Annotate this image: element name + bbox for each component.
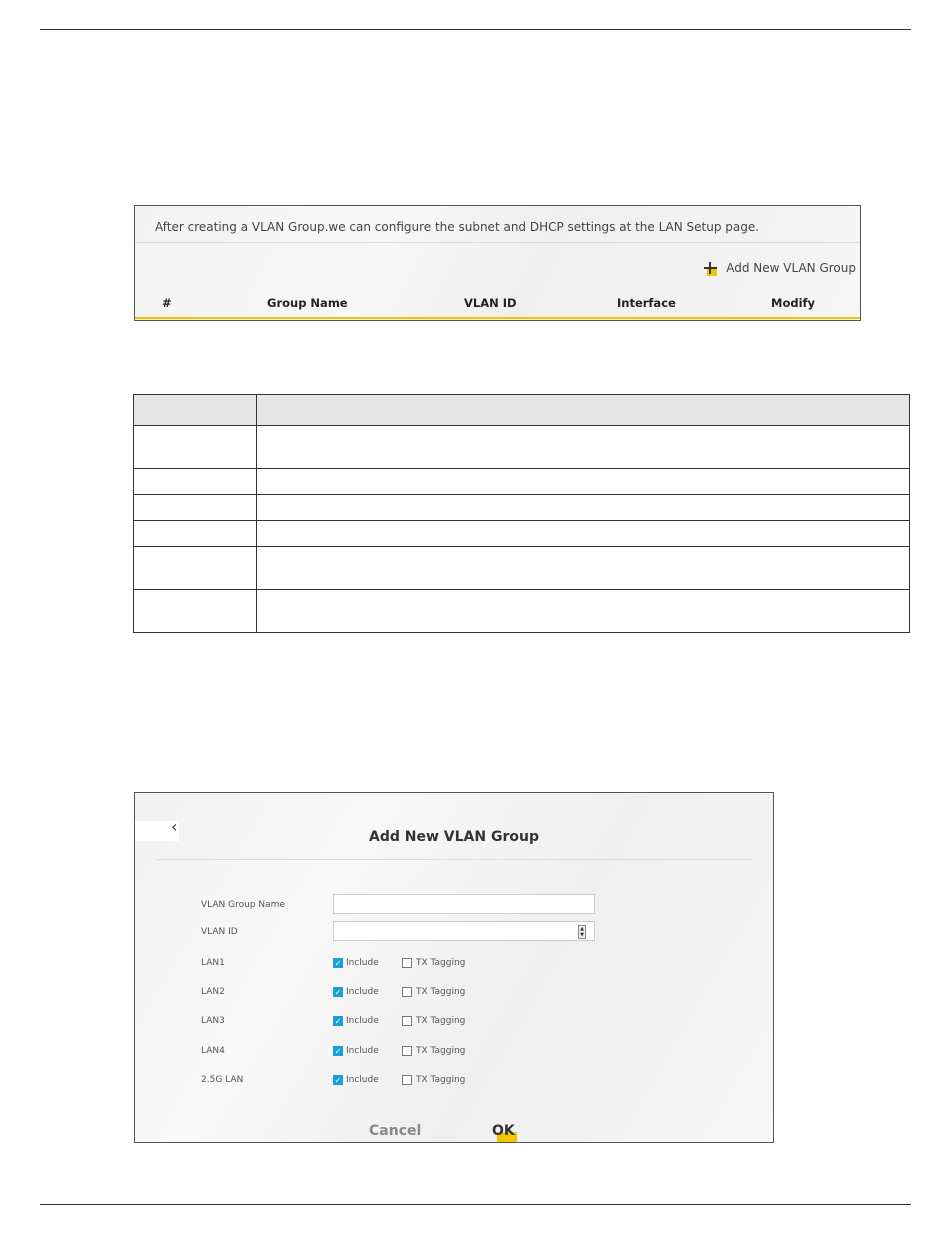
vlan-table-header bbox=[135, 296, 860, 316]
vlan-id-label: VLAN ID bbox=[201, 927, 238, 937]
desc-header-description bbox=[257, 395, 910, 426]
tx-tagging-label: TX Tagging bbox=[416, 987, 466, 997]
include-label: Include bbox=[346, 958, 379, 968]
table-row bbox=[134, 521, 910, 547]
include-checkbox[interactable]: ✓ bbox=[334, 1017, 342, 1026]
tx-tagging-checkbox[interactable] bbox=[402, 958, 412, 968]
table-row bbox=[134, 590, 910, 633]
tx-tagging-label: TX Tagging bbox=[416, 1016, 466, 1026]
vlan-list-screenshot bbox=[134, 205, 861, 321]
port-label: LAN2 bbox=[201, 987, 225, 997]
tx-tagging-checkbox[interactable] bbox=[402, 1046, 412, 1056]
include-label: Include bbox=[346, 1046, 379, 1056]
back-chevron-icon[interactable]: ‹ bbox=[171, 817, 178, 836]
include-checkbox[interactable]: ✓ bbox=[334, 988, 342, 997]
port-label: 2.5G LAN bbox=[201, 1075, 244, 1085]
ok-button[interactable]: OK bbox=[492, 1123, 515, 1139]
bottom-rule bbox=[40, 1204, 911, 1205]
col-interface: Interface bbox=[617, 296, 676, 310]
tx-tagging-checkbox[interactable] bbox=[402, 987, 412, 997]
include-checkbox[interactable]: ✓ bbox=[334, 959, 342, 968]
table-row bbox=[134, 469, 910, 495]
header-underline bbox=[135, 317, 860, 319]
include-label: Include bbox=[346, 1075, 379, 1085]
col-vlan-id: VLAN ID bbox=[464, 296, 517, 310]
tx-tagging-label: TX Tagging bbox=[416, 958, 466, 968]
top-rule bbox=[40, 29, 911, 30]
table-row bbox=[134, 495, 910, 521]
description-table bbox=[133, 394, 910, 633]
vlan-note: After creating a VLAN Group.we can configure the subnet and DHCP settings at the LAN Setup page. bbox=[135, 206, 860, 243]
tx-tagging-checkbox[interactable] bbox=[402, 1075, 412, 1085]
col-group-name: Group Name bbox=[267, 296, 348, 310]
vlan-id-input[interactable] bbox=[333, 921, 595, 941]
title-divider bbox=[157, 859, 751, 860]
add-icon bbox=[704, 262, 717, 275]
include-label: Include bbox=[346, 1016, 379, 1026]
port-label: LAN4 bbox=[201, 1046, 225, 1056]
port-label: LAN3 bbox=[201, 1016, 225, 1026]
vlan-group-name-input[interactable] bbox=[333, 894, 595, 914]
tx-tagging-label: TX Tagging bbox=[416, 1075, 466, 1085]
include-checkbox[interactable]: ✓ bbox=[334, 1047, 342, 1056]
add-vlan-group-button[interactable] bbox=[704, 261, 856, 275]
desc-header-label bbox=[134, 395, 257, 426]
col-modify: Modify bbox=[771, 296, 816, 310]
table-row bbox=[134, 547, 910, 590]
port-label: LAN1 bbox=[201, 958, 225, 968]
tx-tagging-checkbox[interactable] bbox=[402, 1016, 412, 1026]
table-row bbox=[134, 426, 910, 469]
spinner-icon[interactable]: ▲ ▼ bbox=[578, 925, 586, 939]
include-label: Include bbox=[346, 987, 379, 997]
col-index: # bbox=[162, 296, 172, 310]
add-vlan-group-label: Add New VLAN Group bbox=[726, 261, 856, 275]
include-checkbox[interactable]: ✓ bbox=[334, 1076, 342, 1085]
vlan-group-name-label: VLAN Group Name bbox=[201, 900, 285, 910]
add-vlan-group-screenshot bbox=[134, 792, 774, 1143]
dialog-title: Add New VLAN Group bbox=[369, 829, 539, 845]
cancel-button[interactable]: Cancel bbox=[369, 1123, 422, 1139]
tx-tagging-label: TX Tagging bbox=[416, 1046, 466, 1056]
